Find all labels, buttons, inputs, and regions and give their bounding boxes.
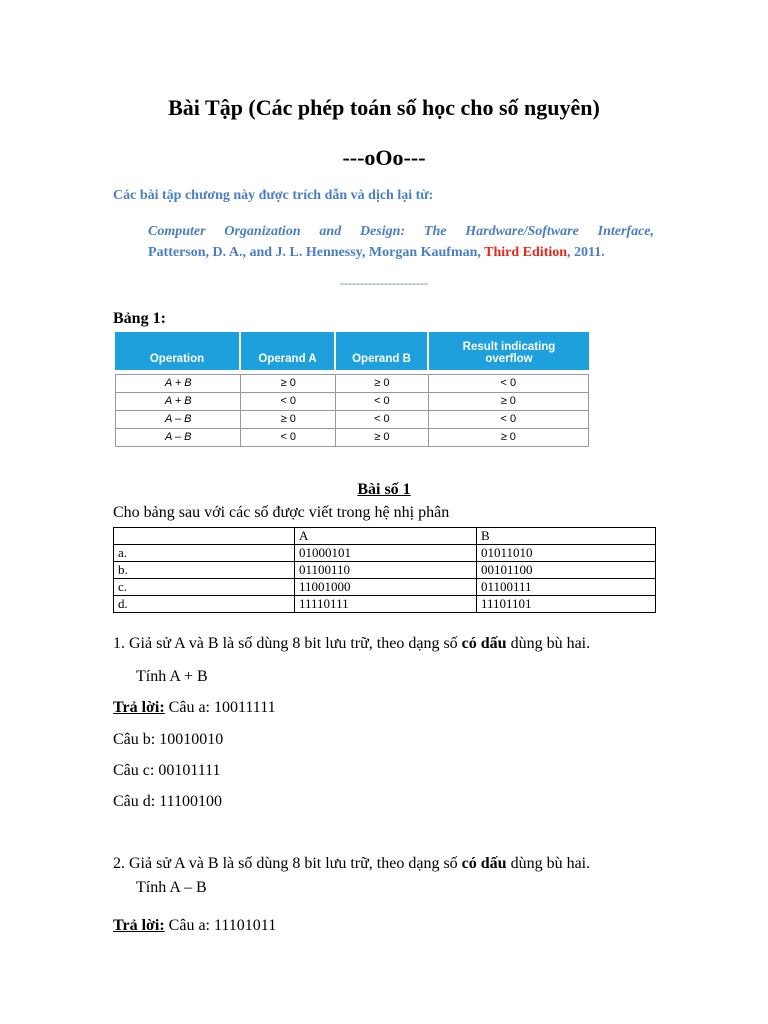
value-a: 01100110 (295, 562, 477, 579)
table-row (114, 579, 656, 596)
row-label: b. (114, 562, 295, 579)
table-row (114, 528, 656, 545)
cell-operand-b: ≥ 0 (336, 375, 429, 392)
header-operand-b: Operand B (336, 332, 429, 370)
value-b: 01011010 (477, 545, 656, 562)
cell-operand-b: ≥ 0 (336, 429, 429, 446)
answer-1-b: Câu b: 10010010 (113, 731, 224, 748)
cell-operand-a: ≥ 0 (241, 411, 336, 428)
cell-operation: A + B (116, 393, 241, 410)
cell-operand-a: ≥ 0 (241, 375, 336, 392)
table-row (116, 393, 588, 411)
cell-result: < 0 (500, 377, 517, 389)
cell-result: ≥ 0 (500, 395, 516, 407)
reference-block (148, 221, 654, 263)
intro-text: Các bài tập chương này được trích dẫn và dịch lại từ: (113, 188, 434, 203)
answer-1-c: Câu c: 00101111 (113, 762, 221, 779)
separator: ---------------------- (340, 276, 428, 290)
table-row (114, 562, 656, 579)
question-2-task: Tính A – B (136, 879, 207, 896)
cell-operand-b: < 0 (336, 393, 429, 410)
cell-operation: A – B (116, 411, 241, 428)
reference-edition: Third Edition (484, 245, 568, 260)
value-a: 11110111 (295, 596, 477, 613)
value-a: 11001000 (295, 579, 477, 596)
row-label: d. (114, 596, 295, 613)
cell-operation: A – B (116, 429, 241, 446)
question-1: 1. Giả sử A và B là số dùng 8 bit lưu trữ, theo dạng số có dấu dùng bù hai. (113, 635, 591, 652)
overflow-table (115, 332, 589, 447)
answer-label: Trả lời: (113, 699, 165, 716)
table1-label: Bảng 1: (113, 310, 166, 327)
answer-2-a: Trả lời: Câu a: 11101011 (113, 917, 277, 934)
value-a: 01000101 (295, 545, 477, 562)
header-operand-a: Operand A (241, 332, 336, 370)
value-b: 11101101 (477, 596, 656, 613)
cell-operand-a: < 0 (241, 429, 336, 446)
reference-year: , 2011. (567, 245, 605, 260)
binary-table (113, 527, 656, 613)
reference-line-2 (148, 242, 654, 263)
value-b: 00101100 (477, 562, 656, 579)
page-title: Bài Tập (Các phép toán số học cho số nguyên) (168, 95, 600, 120)
header-cell-b: B (477, 528, 656, 545)
answer-1-a: Trả lời: Câu a: 10011111 (113, 699, 276, 716)
exercise-description: Cho bảng sau với các số được viết trong hệ nhị phân (113, 504, 450, 521)
answer-label: Trả lời: (113, 917, 165, 934)
header-operation: Operation (115, 332, 241, 370)
table-row (114, 596, 656, 613)
question-1-task: Tính A + B (136, 668, 208, 685)
overflow-table-header (115, 332, 589, 370)
table-row (116, 375, 588, 393)
cell-result: ≥ 0 (500, 431, 516, 443)
answer-1-d: Câu d: 11100100 (113, 793, 223, 810)
table-row (116, 429, 588, 446)
row-label: c. (114, 579, 295, 596)
overflow-table-body (115, 374, 589, 447)
cell-operand-b: < 0 (336, 411, 429, 428)
header-result: Result indicating overflow (462, 341, 556, 365)
exercise-title: Bài số 1 (357, 481, 411, 498)
value-b: 01100111 (477, 579, 656, 596)
reference-authors: Patterson, D. A., and J. L. Hennessy, Morgan Kaufman, (148, 245, 485, 260)
cell-result: < 0 (500, 413, 517, 425)
question-1-bold: có dấu (461, 635, 507, 652)
question-2: 2. Giả sử A và B là số dùng 8 bit lưu trữ, theo dạng số có dấu dùng bù hai. (113, 855, 591, 872)
cell-operand-a: < 0 (241, 393, 336, 410)
reference-line-1: Computer Organization and Design: The Hardware/Software Interface, (148, 224, 654, 239)
table-row (116, 411, 588, 429)
row-label: a. (114, 545, 295, 562)
table-row (114, 545, 656, 562)
page-subtitle: ---oOo--- (342, 145, 426, 170)
header-cell (114, 528, 295, 545)
cell-operation: A + B (116, 375, 241, 392)
question-2-bold: có dấu (461, 855, 507, 872)
header-cell-a: A (295, 528, 477, 545)
